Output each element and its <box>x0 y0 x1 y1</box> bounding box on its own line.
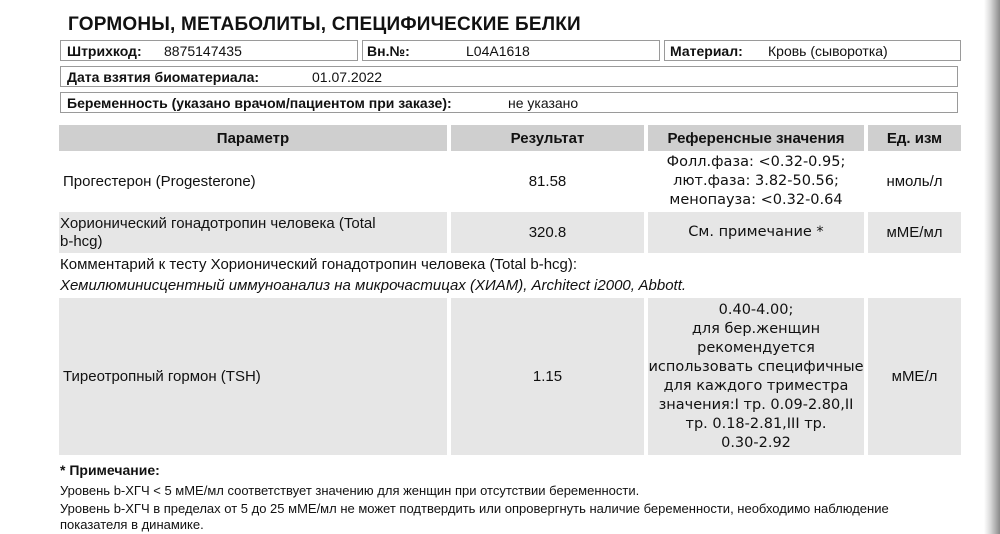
test-comment-method: Хемилюминисцентный иммуноанализ на микрочастицах (ХИАМ), Architect i2000, Abbott. <box>60 277 687 294</box>
ref-line: Фолл.фаза: <0.32-0.95; <box>666 154 846 170</box>
param-line: b-hcg) <box>60 232 103 250</box>
report-title: ГОРМОНЫ, МЕТАБОЛИТЫ, СПЕЦИФИЧЕСКИЕ БЕЛКИ <box>68 14 581 35</box>
table-row-result: 1.15 <box>451 298 644 455</box>
pregnancy-value: не указано <box>508 95 579 111</box>
internal-no-box <box>362 40 660 61</box>
notes-title: * Примечание: <box>60 462 160 478</box>
ref-line: рекомендуется <box>697 339 815 356</box>
table-row-param <box>59 212 447 253</box>
table-row-param: Тиреотропный гормон (TSH) <box>59 298 447 455</box>
table-row-unit: мМЕ/л <box>868 298 961 455</box>
note-line: Уровень b-ХГЧ в пределах от 5 до 25 мМЕ/мл не может подтвердить или опровергнуть наличие беременности, необходимо наблюдение <box>60 501 889 516</box>
material-value: Кровь (сыворотка) <box>768 43 888 59</box>
pregnancy-label: Беременность (указано врачом/пациентом при заказе): <box>67 95 452 111</box>
col-header-unit: Ед. изм <box>868 125 961 151</box>
page-edge-shadow <box>984 0 1000 534</box>
col-header-reference: Референсные значения <box>648 125 864 151</box>
ref-line: для бер.женщин <box>691 320 821 337</box>
col-header-parameter: Параметр <box>59 125 447 151</box>
param-line: Хорионический гонадотропин человека (Total <box>60 214 376 232</box>
ref-line: 0.40-4.00; <box>718 301 794 318</box>
table-row-reference <box>648 212 864 253</box>
table-row-unit: мМЕ/мл <box>868 212 961 253</box>
ref-line: тр. 0.18-2.81,III тр. <box>685 415 827 432</box>
internal-no-label: Вн.№: <box>367 43 410 59</box>
barcode-value: 8875147435 <box>164 43 242 59</box>
ref-line: лют.фаза: 3.82-50.56; <box>673 173 839 189</box>
barcode-label: Штрихкод: <box>67 43 142 59</box>
barcode-box <box>60 40 358 61</box>
test-comment-title: Комментарий к тесту Хорионический гонадотропин человека (Total b-hcg): <box>60 256 578 273</box>
col-header-result: Результат <box>451 125 644 151</box>
date-label: Дата взятия биоматериала: <box>67 69 260 85</box>
note-line: Уровень b-ХГЧ < 5 мМЕ/мл соответствует значению для женщин при отсутствии беременности. <box>60 483 640 498</box>
table-row-reference <box>648 153 864 210</box>
table-row-unit: нмоль/л <box>886 173 943 190</box>
ref-line: для каждого триместра <box>663 377 849 394</box>
pregnancy-box <box>60 92 958 113</box>
material-label: Материал: <box>670 43 743 59</box>
table-row-result: 320.8 <box>451 212 644 253</box>
ref-line: использовать специфичные <box>648 358 864 375</box>
table-row-param: Прогестерон (Progesterone) <box>63 173 256 190</box>
ref-line: значения:I тр. 0.09-2.80,II <box>658 396 854 413</box>
material-box <box>664 40 961 61</box>
table-row-result: 81.58 <box>528 173 567 190</box>
date-value: 01.07.2022 <box>312 69 383 85</box>
ref-line: См. примечание * <box>688 224 824 240</box>
table-row-reference <box>648 298 864 455</box>
note-line: показателя в динамике. <box>60 517 204 532</box>
ref-line: 0.30-2.92 <box>721 434 791 451</box>
ref-line: менопауза: <0.32-0.64 <box>669 192 843 208</box>
internal-no-value: L04A1618 <box>466 43 530 59</box>
date-box <box>60 66 958 87</box>
